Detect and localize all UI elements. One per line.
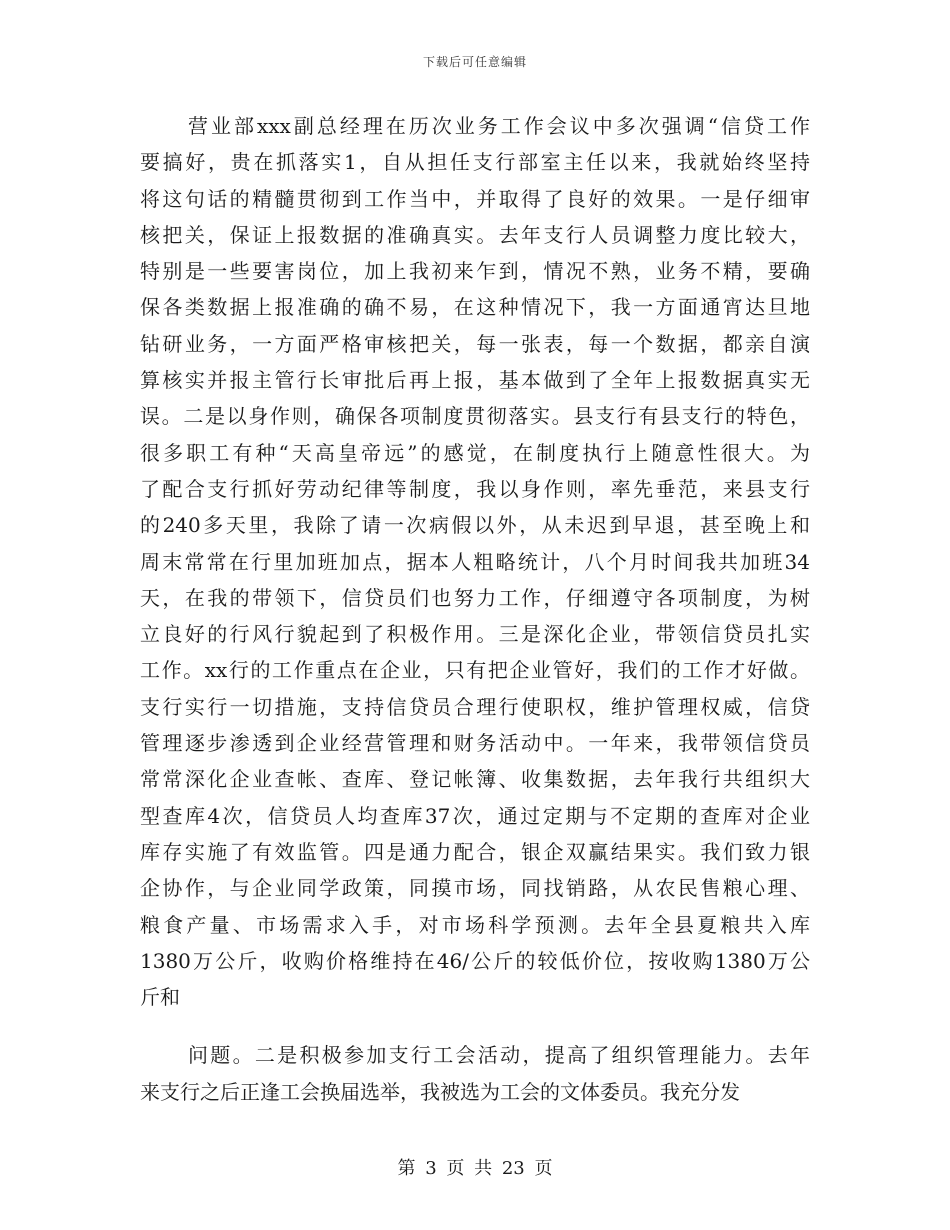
page-header: 下载后可任意编辑 (422, 55, 527, 69)
text-line: 核把关，保证上报数据的准确真实。去年支行人员调整力度比较大， (140, 222, 810, 247)
text-line: 算核实并报主管行长审批后再上报，基本做到了全年上报数据真实无 (140, 368, 810, 393)
body-text (140, 108, 810, 1110)
text-line: 保各类数据上报准确的确不易，在这种情况下，我一方面通宵达旦地 (140, 295, 810, 320)
text-line: 营业部xxx副总经理在历次业务工作会议中多次强调“信贷工作 (188, 114, 810, 138)
text-line: 库存实施了有效监管。四是通力配合，银企双赢结果实。我们致力银 (140, 839, 810, 864)
text-line: 特别是一些要害岗位，加上我初来乍到，情况不熟，业务不精，要确 (140, 259, 810, 284)
text-line: 的240多天里，我除了请一次病假以外，从未迟到早退，甚至晚上和 (140, 513, 810, 538)
text-line: 了配合支行抓好劳动纪律等制度，我以身作则，率先垂范，来县支行 (140, 476, 810, 501)
text-line: 很多职工有种“天高皇帝远”的感觉，在制度执行上随意性很大。为 (140, 440, 810, 465)
paragraph-2 (140, 1037, 810, 1110)
text-line: 立良好的行风行貌起到了积极作用。三是深化企业，带领信贷员扎实 (140, 622, 810, 647)
text-line: 1380万公斤，收购价格维持在46/公斤的较低价位，按收购1380万公 (140, 948, 810, 973)
text-line: 工作。xx行的工作重点在企业，只有把企业管好，我们的工作才好做。 (140, 658, 810, 683)
text-line: 斤和 (140, 985, 180, 1010)
text-line: 企协作，与企业同学政策，同摸市场，同找销路，从农民售粮心理、 (140, 876, 810, 901)
paragraph-1 (140, 108, 810, 1015)
paragraph-gap (140, 1015, 810, 1037)
text-line: 管理逐步渗透到企业经营管理和财务活动中。一年来，我带领信贷员 (140, 731, 810, 756)
text-line: 型查库4次，信贷员人均查库37次，通过定期与不定期的查库对企业 (140, 803, 810, 828)
text-line: 常常深化企业查帐、查库、登记帐簿、收集数据，去年我行共组织大 (140, 767, 810, 792)
text-line: 要搞好，贵在抓落实1，自从担任支行部室主任以来，我就始终坚持 (140, 150, 810, 175)
text-line: 支行实行一切措施，支持信贷员合理行使职权，维护管理权威，信贷 (140, 694, 810, 719)
text-line: 天，在我的带领下，信贷员们也努力工作，仔细遵守各项制度，为树 (140, 585, 810, 610)
text-line: 粮食产量、市场需求入手，对市场科学预测。去年全县夏粮共入库 (140, 912, 810, 937)
text-line: 问题。二是积极参加支行工会活动，提高了组织管理能力。去年 (188, 1043, 810, 1068)
text-line: 周末常常在行里加班加点，据本人粗略统计，八个月时间我共加班34 (140, 549, 810, 574)
text-line: 来支行之后正逢工会换届选举，我被选为工会的文体委员。我充分发 (140, 1079, 740, 1104)
text-line: 钻研业务，一方面严格审核把关，每一张表，每一个数据，都亲自演 (140, 331, 810, 356)
page-footer: 第 3 页 共 23 页 (397, 1158, 553, 1179)
text-line: 误。二是以身作则，确保各项制度贯彻落实。县支行有县支行的特色， (140, 404, 810, 429)
text-line: 将这句话的精髓贯彻到工作当中，并取得了良好的效果。一是仔细审 (140, 186, 810, 211)
